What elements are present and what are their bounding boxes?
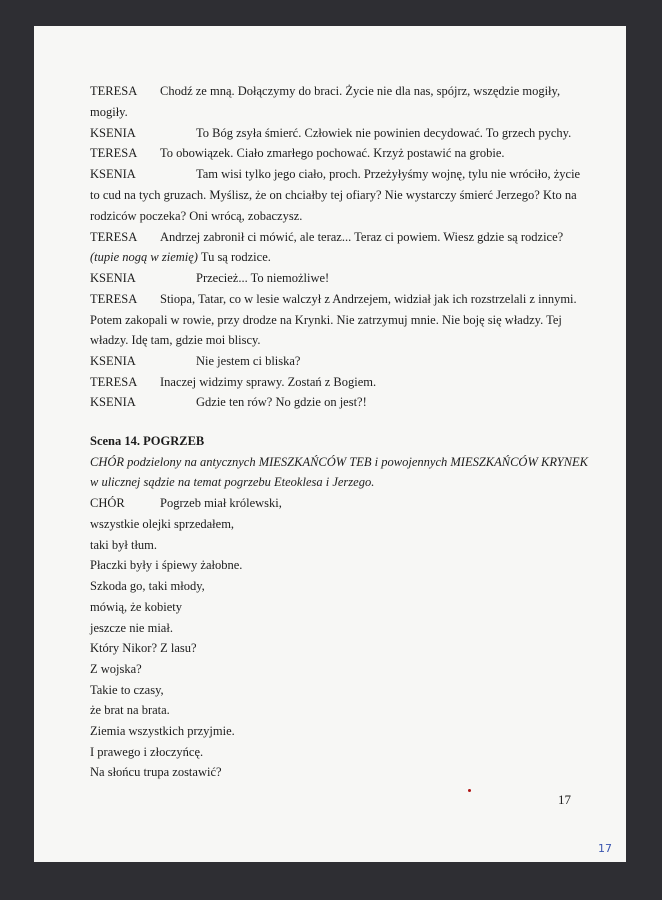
dialogue-line — [90, 496, 282, 511]
document-page — [34, 26, 626, 862]
text-line: władzy. Idę tam, gdzie moi bliscy. — [90, 333, 261, 347]
page-number: 17 — [558, 792, 571, 807]
speaker-name: KSENIA — [90, 167, 136, 181]
text-line: Szkoda go, taki młody, — [90, 579, 205, 593]
dialogue-text: Przecież... To niemożliwe! — [196, 271, 330, 285]
dialogue-text: Gdzie ten rów? No gdzie on jest?! — [196, 395, 367, 409]
dialogue-text: Inaczej widzimy sprawy. Zostań z Bogiem. — [160, 375, 377, 389]
text-line: Ziemia wszystkich przyjmie. — [90, 724, 235, 738]
speaker-name: KSENIA — [90, 354, 136, 368]
stage-direction: CHÓR podzielony na antycznych MIESZKAŃCÓW TEB i powojennych MIESZKAŃCÓW KRYNEK — [90, 455, 588, 469]
dialogue-line — [90, 292, 577, 307]
dialogue-text: Stiopa, Tatar, co w lesie walczył z Andrzejem, widział jak ich rozstrzelali z innymi. — [160, 292, 577, 306]
speaker-name: KSENIA — [90, 395, 136, 409]
stage-direction: (tupie nogą w ziemię) — [90, 250, 198, 264]
text-line: wszystkie olejki sprzedałem, — [90, 517, 235, 531]
text-line: Z wojska? — [90, 662, 142, 676]
dialogue-text: To obowiązek. Ciało zmarłego pochować. Krzyż postawić na grobie. — [160, 146, 505, 160]
speaker-name: CHÓR — [90, 496, 125, 510]
speaker-name: TERESA — [90, 146, 138, 160]
dialogue-text: Tam wisi tylko jego ciało, proch. Przeżyłyśmy wojnę, tylu nie wróciło, życie — [196, 167, 581, 181]
dialogue-text: Tu są rodzice. — [197, 250, 271, 264]
dialogue-line — [90, 84, 560, 99]
speaker-name: TERESA — [90, 375, 138, 389]
text-line: Takie to czasy, — [90, 683, 164, 697]
text-line: że brat na brata. — [90, 703, 170, 717]
dialogue-text: Andrzej zabronił ci mówić, ale teraz... Teraz ci powiem. Wiesz gdzie są rodzice? — [160, 230, 564, 244]
dialogue-text: Nie jestem ci bliska? — [196, 354, 301, 368]
dialogue-line — [90, 146, 505, 161]
handwritten-page-number: 17 — [598, 842, 612, 855]
dialogue-line — [90, 230, 563, 245]
dialogue-line — [90, 375, 376, 390]
speaker-name: TERESA — [90, 230, 138, 244]
text-line: I prawego i złoczyńcę. — [90, 745, 204, 759]
text-line: taki był tłum. — [90, 538, 158, 552]
stage-direction-line — [90, 250, 271, 265]
dialogue-text: To Bóg zsyła śmierć. Człowiek nie powinien decydować. To grzech pychy. — [196, 126, 572, 140]
dialogue-line — [90, 126, 571, 141]
text-line: rodziców poczeka? Oni wrócą, zobaczysz. — [90, 209, 303, 223]
dialogue-line — [90, 167, 580, 182]
dialogue-text: Chodź ze mną. Dołączymy do braci. Życie nie dla nas, spójrz, wszędzie mogiły, — [160, 84, 561, 98]
speaker-name: KSENIA — [90, 271, 136, 285]
text-line: jeszcze nie miał. — [90, 621, 173, 635]
dialogue-line — [90, 395, 367, 410]
text-line: Potem zakopali w rowie, przy drodze na Krynki. Nie zatrzymuj mnie. Nie boję się władzy. Tej — [90, 313, 562, 327]
ink-mark — [468, 789, 471, 792]
text-line: Płaczki były i śpiewy żałobne. — [90, 558, 243, 572]
text-line: mówią, że kobiety — [90, 600, 182, 614]
text-line: Który Nikor? Z lasu? — [90, 641, 197, 655]
scene-heading: Scena 14. POGRZEB — [90, 434, 205, 448]
text-line: mogiły. — [90, 105, 128, 119]
speaker-name: KSENIA — [90, 126, 136, 140]
dialogue-line — [90, 354, 300, 369]
stage-direction: w ulicznej sądzie na temat pogrzebu Eteoklesa i Jerzego. — [90, 475, 375, 489]
dialogue-text: Pogrzeb miał królewski, — [160, 496, 282, 510]
speaker-name: TERESA — [90, 84, 138, 98]
text-line: to cud na tych gruzach. Myślisz, że on chciałby tej ofiary? Nie wystarczy śmierć Jerzego? Kto na — [90, 188, 577, 202]
dialogue-line — [90, 271, 329, 286]
text-line: Na słońcu trupa zostawić? — [90, 765, 222, 779]
speaker-name: TERESA — [90, 292, 138, 306]
